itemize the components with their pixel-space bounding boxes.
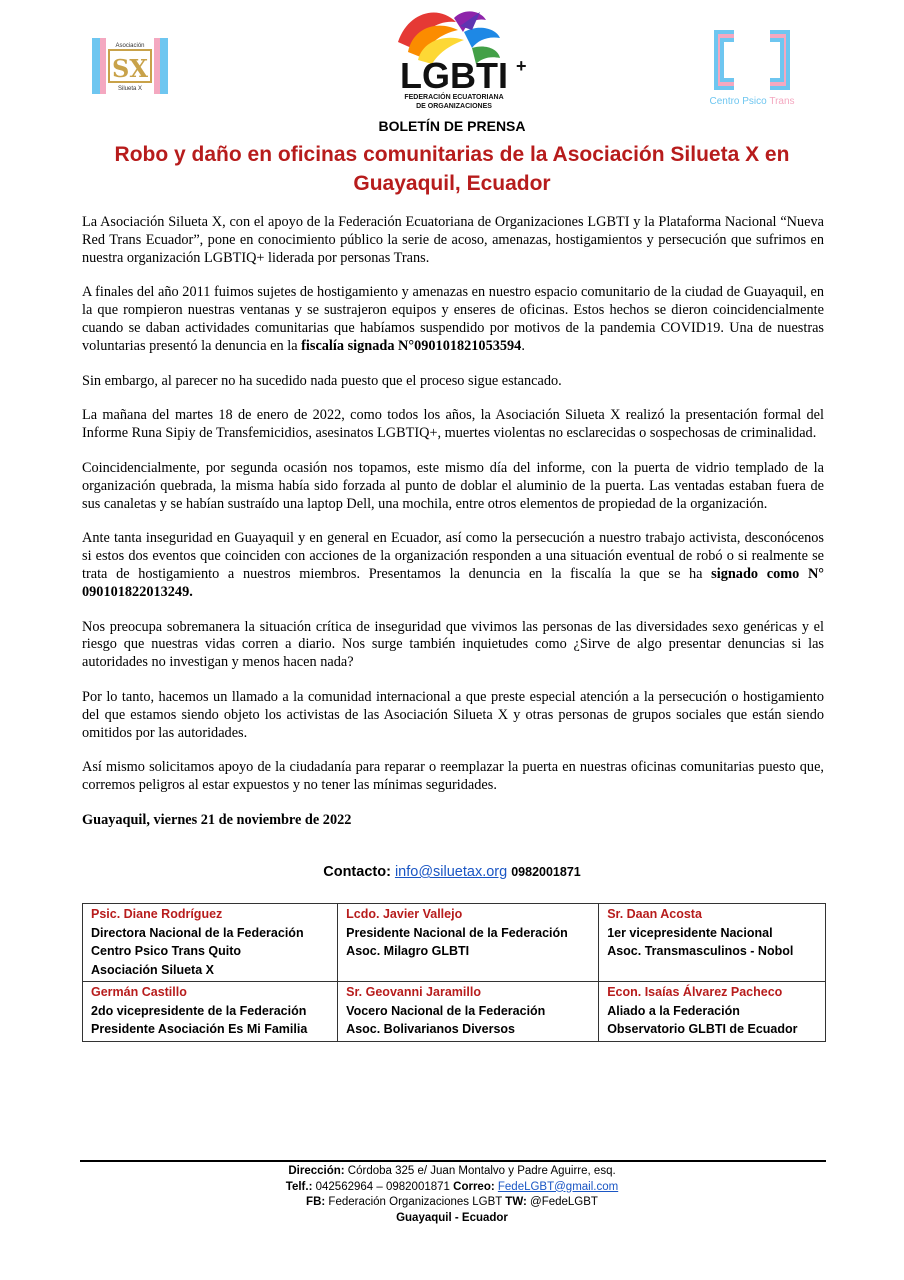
footer-social-line <box>0 1195 904 1211</box>
paragraph-7: Nos preocupa sobremanera la situación crítica de inseguridad que vivimos las personas de las diversidades sexo genéricas y el riesgo que nuestras vidas corren a diario. Nos surge también inquietudes como ¿Sirve de algo presentar denuncias si las autoridades no investigan y menos hacen nada? <box>82 618 824 671</box>
paragraph-2-end: . <box>521 337 525 354</box>
footer-phone-label: Telf.: <box>285 1180 313 1193</box>
footer-email-label: Correo: <box>453 1180 495 1193</box>
signatory-org: Centro Psico Trans Quito <box>91 944 242 958</box>
footer-city: Guayaquil - Ecuador <box>396 1211 508 1224</box>
footer <box>0 1164 904 1226</box>
footer-tw: @FedeLGBT <box>530 1196 598 1208</box>
signatory-role: 1er vicepresidente Nacional <box>607 925 773 940</box>
paragraph-2-text: A finales del año 2011 fuimos sujetes de hostigamiento y amenazas en nuestro espacio comunitario de la ciudad de Guayaquil, en la que rompieron nuestras ventanas y se sustrajeron equipos y enseres de oficinas. Estos hechos se dieron coincidencialmente cuando se daban actividades comunitarias que habíamos suspendido por motivos de la pandemia COVID19. Una de nuestras voluntarias presentó la denuncia en la <box>82 284 824 354</box>
contact-email-link[interactable]: info@siluetax.org <box>394 864 508 880</box>
signatory-name: Lcdo. Javier Vallejo <box>346 907 463 921</box>
centro-logo-part1: Centro <box>709 96 740 107</box>
paragraph-4: La mañana del martes 18 de enero de 2022, como todos los años, la Asociación Silueta X realizó la presentación formal del Informe Runa Sipiy de Transfemicidios, asesinatos LGBTIQ+, muertes violentas no esclarecidas o sospechosas de criminalidad. <box>82 407 824 442</box>
signatory-org: Presidente Asociación Es Mi Familia <box>91 1022 308 1036</box>
paragraph-5: Coincidencialmente, por segunda ocasión nos topamos, este mismo día del informe, con la puerta de vidrio templado de la organización quebrada, la misma había sido forzada al punto de doblar el aluminio de la puerta. Las ventadas estaban fuera de sus canaletas y se habían sustraído una laptop Dell, una mochila, entre otros elementos de propiedad de la organización. <box>82 459 824 512</box>
signatory-name: Sr. Daan Acosta <box>607 907 702 921</box>
dateline <box>82 812 824 830</box>
centro-logo-part2: Psico <box>742 96 767 107</box>
silueta-x-logo-mark: SX <box>112 54 148 83</box>
footer-fb-label: FB: <box>306 1196 326 1208</box>
fiscalia-number-1: fiscalía signada N°090101821053594 <box>301 337 522 354</box>
footer-phone-line <box>0 1180 904 1196</box>
silueta-x-logo-top: Asociación <box>115 43 145 49</box>
signatory-cell <box>599 982 826 1042</box>
federacion-logo-plus: + <box>516 56 527 76</box>
signatory-role: Presidente Nacional de la Federación <box>346 925 568 940</box>
svg-text:Centro Psico Trans <box>709 96 794 107</box>
signatory-role: 2do vicepresidente de la Federación <box>91 1003 307 1018</box>
paragraph-3: Sin embargo, al parecer no ha sucedido nada puesto que el proceso sigue estancado. <box>82 372 562 389</box>
signatory-cell <box>338 904 599 982</box>
signatory-name: Psic. Diane Rodríguez <box>91 907 223 921</box>
federacion-logo-mark: LGBTI <box>400 55 508 96</box>
signatory-cell <box>83 904 338 982</box>
centro-logo-part3: Trans <box>769 96 795 107</box>
paragraph-9: Así mismo solicitamos apoyo de la ciudadanía para reparar o reemplazar la puerta en nuestras oficinas comunitarias puesto que, corremos peligros al estar expuestos y no tener las mínimas seguridades. <box>82 759 824 794</box>
signatory-cell <box>83 982 338 1042</box>
paragraph-1: La Asociación Silueta X, con el apoyo de la Federación Ecuatoriana de Organizaciones LGBTI y la Plataforma Nacional “Nueva Red Trans Ecuador”, pone en conocimiento público la serie de acoso, amenazas, hostigamientos y persecución que sufrimos en nuestra organización LGBTIQ+ liderada por personas Trans. <box>82 214 824 266</box>
federacion-logo-line1: FEDERACIÓN ECUATORIANA <box>404 94 504 101</box>
signatory-name: Econ. Isaías Álvarez Pacheco <box>607 985 783 999</box>
silueta-x-logo <box>92 38 168 94</box>
signatory-cell <box>338 982 599 1042</box>
signatory-name: Germán Castillo <box>91 985 187 999</box>
signatory-name: Sr. Geovanni Jaramillo <box>346 985 481 999</box>
centro-psico-trans-logo <box>704 28 800 108</box>
footer-tw-label: TW: <box>505 1196 527 1208</box>
signatory-role: Directora Nacional de la Federación <box>91 925 304 940</box>
signatory-role: Aliado a la Federación <box>607 1003 740 1018</box>
signatory-org: Asociación Silueta X <box>91 962 214 977</box>
footer-fb: Federación Organizaciones LGBT <box>328 1196 503 1208</box>
footer-divider <box>80 1160 826 1162</box>
signatory-org: Asoc. Transmasculinos - Nobol <box>607 944 794 958</box>
footer-address-label: Dirección: <box>288 1165 345 1177</box>
paragraph-6 <box>82 530 824 601</box>
paragraph-6-text: Ante tanta inseguridad en Guayaquil y en general en Ecuador, así como la persecución a nuestro trabajo activista, desconócenos si estos dos eventos que coinciden con acciones de la organización responden a una situación eventual de robó o si realmente se trata de hostigamiento a nuestros miembros. Presentamos la denuncia en la fiscalía la que se ha <box>82 530 824 582</box>
press-body <box>82 214 824 847</box>
paragraph-2 <box>82 284 824 355</box>
federacion-logo-line2: DE ORGANIZACIONES <box>416 103 492 110</box>
fiscalia-number-2: signado como N° 090101822013249. <box>82 565 824 600</box>
footer-address-line <box>0 1164 904 1180</box>
signatories-table <box>82 903 826 1042</box>
contact-label: Contacto: <box>323 864 391 880</box>
footer-city-line <box>0 1211 904 1227</box>
footer-address: Córdoba 325 e/ Juan Montalvo y Padre Aguirre, esq. <box>347 1165 616 1177</box>
contact-line <box>0 864 904 880</box>
signatory-cell <box>599 904 826 982</box>
signatory-org: Asoc. Milagro GLBTI <box>346 944 470 958</box>
footer-phones: 042562964 – 0982001871 <box>315 1180 450 1193</box>
federacion-lgbti-logo <box>368 2 538 112</box>
contact-phone: 0982001871 <box>511 865 581 879</box>
dateline-text: Guayaquil, viernes 21 de noviembre de 2022 <box>82 811 352 828</box>
bulletin-kicker: BOLETÍN DE PRENSA <box>378 118 526 134</box>
silueta-x-logo-bottom: Silueta X <box>117 86 143 92</box>
signatory-role: Vocero Nacional de la Federación <box>346 1003 546 1018</box>
signatory-org: Observatorio GLBTI de Ecuador <box>607 1022 798 1036</box>
paragraph-8: Por lo tanto, hacemos un llamado a la comunidad internacional a que preste especial atención a la persecución o hostigamiento del que estamos siendo objeto los activistas de las Asociación Silueta X y otras personas de grupos sociales que están siendo omitidos por las autoridades. <box>82 688 824 741</box>
press-headline: Robo y daño en oficinas comunitarias de la Asociación Silueta X en Guayaquil, Ecuador <box>114 143 790 195</box>
footer-email-link[interactable]: FedeLGBT@gmail.com <box>497 1180 619 1193</box>
signatory-org: Asoc. Bolivarianos Diversos <box>346 1022 515 1036</box>
